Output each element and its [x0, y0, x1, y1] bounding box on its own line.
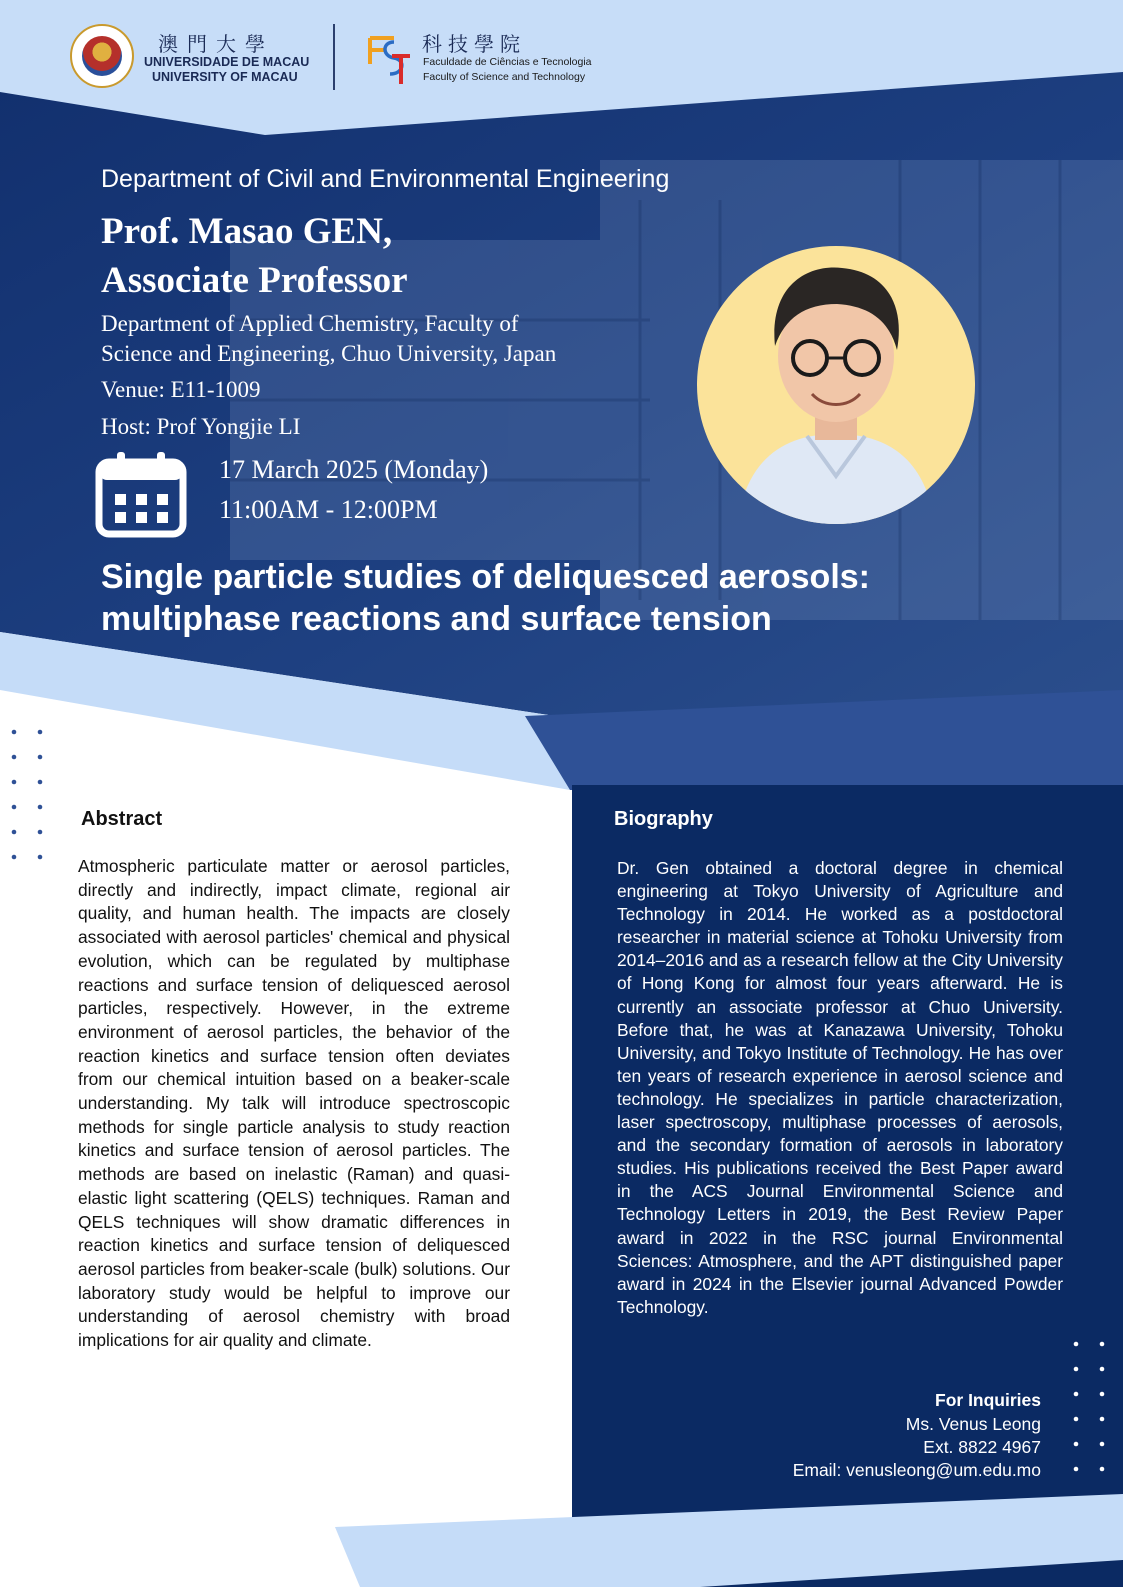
- abstract-body: Atmospheric particulate matter or aerosol particles, directly and indirectly, impact climate, regional air quality, and human health. The impacts are closely associated with aerosol particles' chemical and physical evolution, which can be regulated by multiphase reactions and surface tension of deliquesced aerosol particles, respectively. However, in the extreme environment of aerosol particles, the behavior of the reaction kinetics and surface tension often deviates from our chemical intuition based on a beaker-scale understanding. My talk will introduce spectroscopic methods for single particle analysis to study reaction kinetics and surface tension of aerosol particles. The methods are based on inelastic (Raman) and quasi-elastic light scattering (QELS) techniques. Raman and QELS techniques will show dramatic differences in reaction kinetics and surface tension of deliquesced aerosol particles from beaker-scale (bulk) solutions. Our laboratory study would be helpful to improve our understanding of aerosol chemistry with broad implications for air quality and climate.: [78, 856, 510, 1351]
- speaker-title: Associate Professor: [101, 260, 408, 301]
- decorative-dots-left: [8, 728, 48, 864]
- venue: Venue: E11-1009: [101, 377, 261, 402]
- university-name-en: UNIVERSITY OF MACAU: [152, 70, 298, 84]
- contact-name: Ms. Venus Leong: [905, 1414, 1041, 1434]
- event-date: 17 March 2025 (Monday): [219, 455, 489, 484]
- calendar-icon: [95, 450, 187, 538]
- faculty-name-en: Faculty of Science and Technology: [423, 71, 586, 83]
- university-seal-icon: [70, 24, 134, 88]
- inquiries-heading: For Inquiries: [935, 1390, 1041, 1410]
- contact-email[interactable]: Email: venusleong@um.edu.mo: [792, 1460, 1041, 1480]
- university-name-cn: 澳門大學: [158, 32, 274, 56]
- faculty-name-pt: Faculdade de Ciências e Tecnologia: [423, 56, 592, 68]
- header-divider: [333, 24, 335, 90]
- decorative-dots-right: [1070, 1340, 1110, 1476]
- university-name-pt: UNIVERSIDADE DE MACAU: [144, 55, 310, 69]
- fst-logo-icon: [364, 30, 412, 86]
- biography-body: Dr. Gen obtained a doctoral degree in chemical engineering at Tokyo University of Agriculture and Technology in 2014. He worked as a postdoctoral researcher in material science at Tohoku University from 2014–2016 and as a research fellow at the City University of Hong Kong for almost four years afterward. He is currently an associate professor at Chuo University. Before that, he was at Kanazawa University, Tohoku University, and Tokyo Institute of Technology. He has over ten years of research experience in aerosol science and technology. He specializes in particle characterization, laser spectroscopy, multiphase processes of aerosols, and the secondary formation of aerosols in laboratory studies. His publications received the Best Paper award in the ACS Journal Environmental Science and Technology Letters in 2019, the Best Review Paper award in 2022 in the RSC journal Environmental Sciences: Atmosphere, and the APT distinguished paper award in 2024 in the Elsevier journal Advanced Powder Technology.: [617, 858, 1063, 1317]
- talk-title: Single particle studies of deliquesced aerosols: multiphase reactions and surface tension: [101, 558, 871, 638]
- speaker-name: Prof. Masao GEN,: [101, 211, 393, 252]
- abstract-heading: Abstract: [81, 808, 163, 830]
- host: Host: Prof Yongjie LI: [101, 414, 301, 439]
- speaker-portrait: [697, 246, 975, 524]
- department-heading: Department of Civil and Environmental Engineering: [101, 165, 670, 193]
- contact-extension: Ext. 8822 4967: [923, 1437, 1041, 1457]
- speaker-affiliation-line1: Department of Applied Chemistry, Faculty of: [101, 311, 519, 336]
- faculty-name-cn: 科技學院: [422, 32, 526, 56]
- biography-heading: Biography: [614, 808, 713, 830]
- speaker-affiliation-line2: Science and Engineering, Chuo University, Japan: [101, 341, 557, 366]
- event-time: 11:00AM - 12:00PM: [219, 495, 438, 524]
